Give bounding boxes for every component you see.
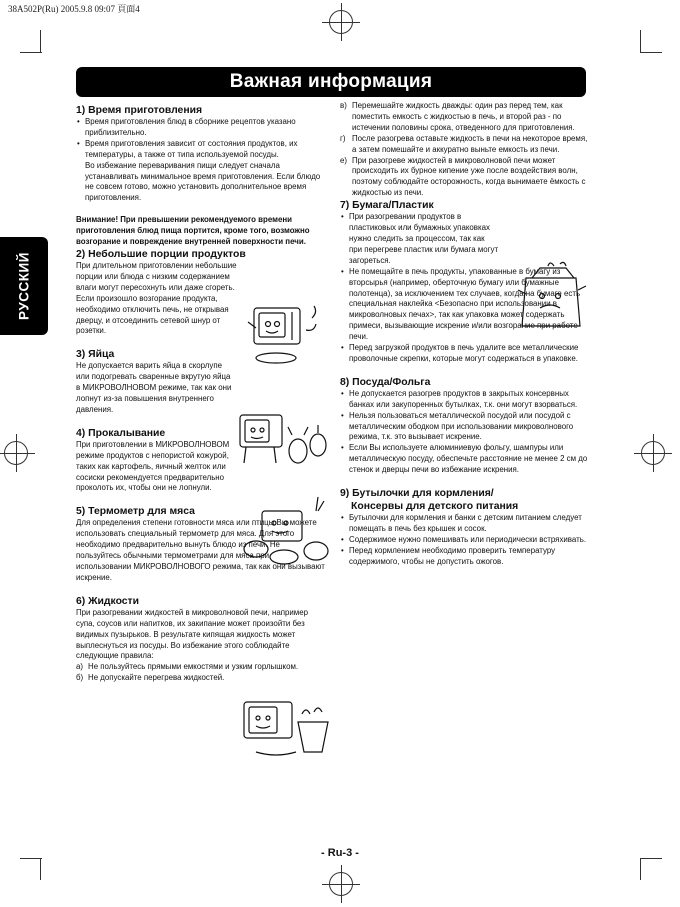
list-item: • Если Вы используете алюминиевую фольгу, шампуры или металлическую посуду, обеспечьте расстояние не менее 2 см до стенок и дверцы печи во избежание искрения.: [340, 443, 588, 476]
section-text: При разогревании жидкостей в микроволновой печи, например супа, соусов или напитков, их закипание может произойти без видимых пузырьков. В результате кипящая жидкость может выплеснуться из посуды. Во избежание этого соблюдайте следующие правила:: [76, 607, 308, 661]
list-item: • Бутылочки для кормления и банки с детским питанием следует помещать в печь без крышек и сосок.: [340, 513, 588, 535]
section-text: При приготовлении в МИКРОВОЛНОВОМ режиме продуктов с непористой кожурой, таких как картофель, яичный желток или сосиски рекомендуется предварительно проколоть их, чтобы они не лопнули.: [76, 439, 230, 493]
section-baby-bottles: [340, 487, 588, 568]
section-cooking-time: [76, 104, 326, 204]
left-column: [76, 104, 326, 684]
section-title: 6) Жидкости: [76, 595, 140, 607]
list-item: • Не помещайте в печь продукты, упакованные в бумагу из вторсырья (например, оберточную бумагу или бумажные полотенца), за исключением тех случаев, когда на бумаге есть специальная наклейка <Безопасно при использовании в микроволновых печах>, так как упаковка может содержать примеси, вызывающие искрение и/или возгорание при работе печи.: [340, 267, 588, 343]
print-header: 38A502P(Ru) 2005.9.8 09:07 頁面4: [8, 4, 140, 14]
section-title: 7) Бумага/Пластик: [340, 200, 434, 212]
section-text: При длительном приготовлении небольшие порции или блюда с низким содержанием влаги могут пересохнуть или даже сгореть. Если произошло возгорание продукта, необходимо отключить печь, не открывая дверцу, и отсоединить сетевой шнур от розетки.: [76, 260, 237, 336]
crop-mark: [640, 30, 641, 52]
list-item: • Время приготовления зависит от состояния продуктов, их температуры, а также от типа используемой посуды.: [76, 139, 326, 161]
list-item: • Перед кормлением необходимо проверить температуру содержимого, чтобы не допустить ожогов.: [340, 546, 588, 568]
paper-bag-illustration: [512, 260, 592, 334]
registration-mark-top: [329, 10, 353, 34]
language-tab: [0, 237, 48, 335]
list-item: е) При разогреве жидкостей в микроволновой печи может происходить их бурное кипение уже после воздействия волн, поэтому соблюдайте осторожность, когда вынимаете ёмкость с жидкостью из печи.: [340, 155, 586, 198]
crop-mark: [640, 52, 662, 53]
section-title: Консервы для детского питания: [351, 501, 519, 513]
crop-mark: [640, 858, 641, 880]
section-title: 2) Небольшие порции продуктов: [76, 248, 246, 260]
list-item: г) После разогрева оставьте жидкость в печи на некоторое время, а затем помешайте и аккуратно выньте емкость из печи.: [340, 133, 588, 154]
eggs-illustration: [232, 405, 332, 473]
list-item: а) Не пользуйтесь прямыми емкостями и узким горлышком.: [76, 662, 299, 672]
microwave-burning-illustration: [242, 300, 332, 372]
page-number: - Ru-3 -: [321, 847, 359, 859]
crop-mark: [40, 858, 41, 880]
crop-mark: [40, 30, 41, 52]
section-text: Не допускается варить яйца в скорлупе или подогревать сваренные вкрутую яйца в МИКРОВОЛНОВОМ режиме, так как они лопнут из-за повышения внутреннего давления.: [76, 361, 232, 414]
registration-mark-left: [4, 441, 28, 465]
list-item: • При разогревании продуктов в пластиковых или бумажных упаковках нужно следить за процессом, так как при перегреве пластик или бумага могут загореться.: [340, 212, 499, 267]
section-title: 9) Бутылочки для кормления/: [340, 488, 494, 500]
language-tab-label: РУССКИЙ: [16, 252, 32, 320]
section-title: 3) Яйца: [76, 349, 115, 361]
list-item: • Содержимое нужно помешивать или периодически встряхивать.: [340, 535, 588, 546]
list-item: • Перед загрузкой продуктов в печь удалите все металлические проволочные скрепки, которые могут содержаться в упаковке.: [340, 343, 588, 365]
list-item: в) Перемешайте жидкость дважды: один раз перед тем, как поместить емкость с жидкостью в печь, и второй раз - по истечении половины срока, отведенного для приготовления.: [340, 101, 575, 132]
section-title: 8) Посуда/Фольга: [340, 376, 431, 388]
list-item: б) Не допускайте перегрева жидкостей.: [76, 673, 225, 683]
liquids-illustration: [236, 692, 332, 766]
list-item: • Время приготовления блюд в сборнике рецептов указано приблизительно.: [76, 117, 326, 139]
list-item: • Нельзя пользоваться металлической посудой или посудой с металлическим ободком при использовании микроволнового режима, т.к. это вызывает искрение.: [340, 411, 588, 444]
page-title: Важная информация: [76, 67, 586, 97]
piercing-illustration: [238, 493, 338, 575]
section-dishes-foil: [340, 376, 588, 476]
section-title: 5) Термометр для мяса: [76, 506, 195, 518]
list-item: • Не допускается разогрев продуктов в закрытых консервных банках или закупоренных бутылках, т.к. они могут взорваться.: [340, 389, 588, 411]
warning-text: Внимание! При превышении рекомендуемого времени приготовления блюд пища портится, кроме того, возможно возгорание и повреждение внутренней поверхности печи.: [76, 215, 310, 247]
section-title: 1) Время приготовления: [76, 105, 203, 116]
registration-mark-right: [641, 441, 665, 465]
section-text: Для определения степени готовности мяса или птицы Вы можете использовать специальный термометр для мяса. Для этого необходимо предварительно вынуть блюдо из печи. Не пользуйтесь обычными термометрами для мяса при использовании МИКРОВОЛНОВОГО режима, так как они вызывают искрение.: [76, 518, 325, 582]
registration-mark-bottom: [329, 872, 353, 896]
crop-mark: [20, 52, 42, 53]
note-text: Во избежание переваривания пищи следует сначала устанавливать минимальное время приготовления. Если блюдо не совсем готово, можно установить дополнительное время приготовления.: [85, 160, 321, 203]
section-liquids: [76, 595, 326, 684]
section-title: 4) Прокалывание: [76, 427, 166, 439]
right-column: [340, 101, 588, 579]
liquids-continued: [340, 101, 588, 199]
